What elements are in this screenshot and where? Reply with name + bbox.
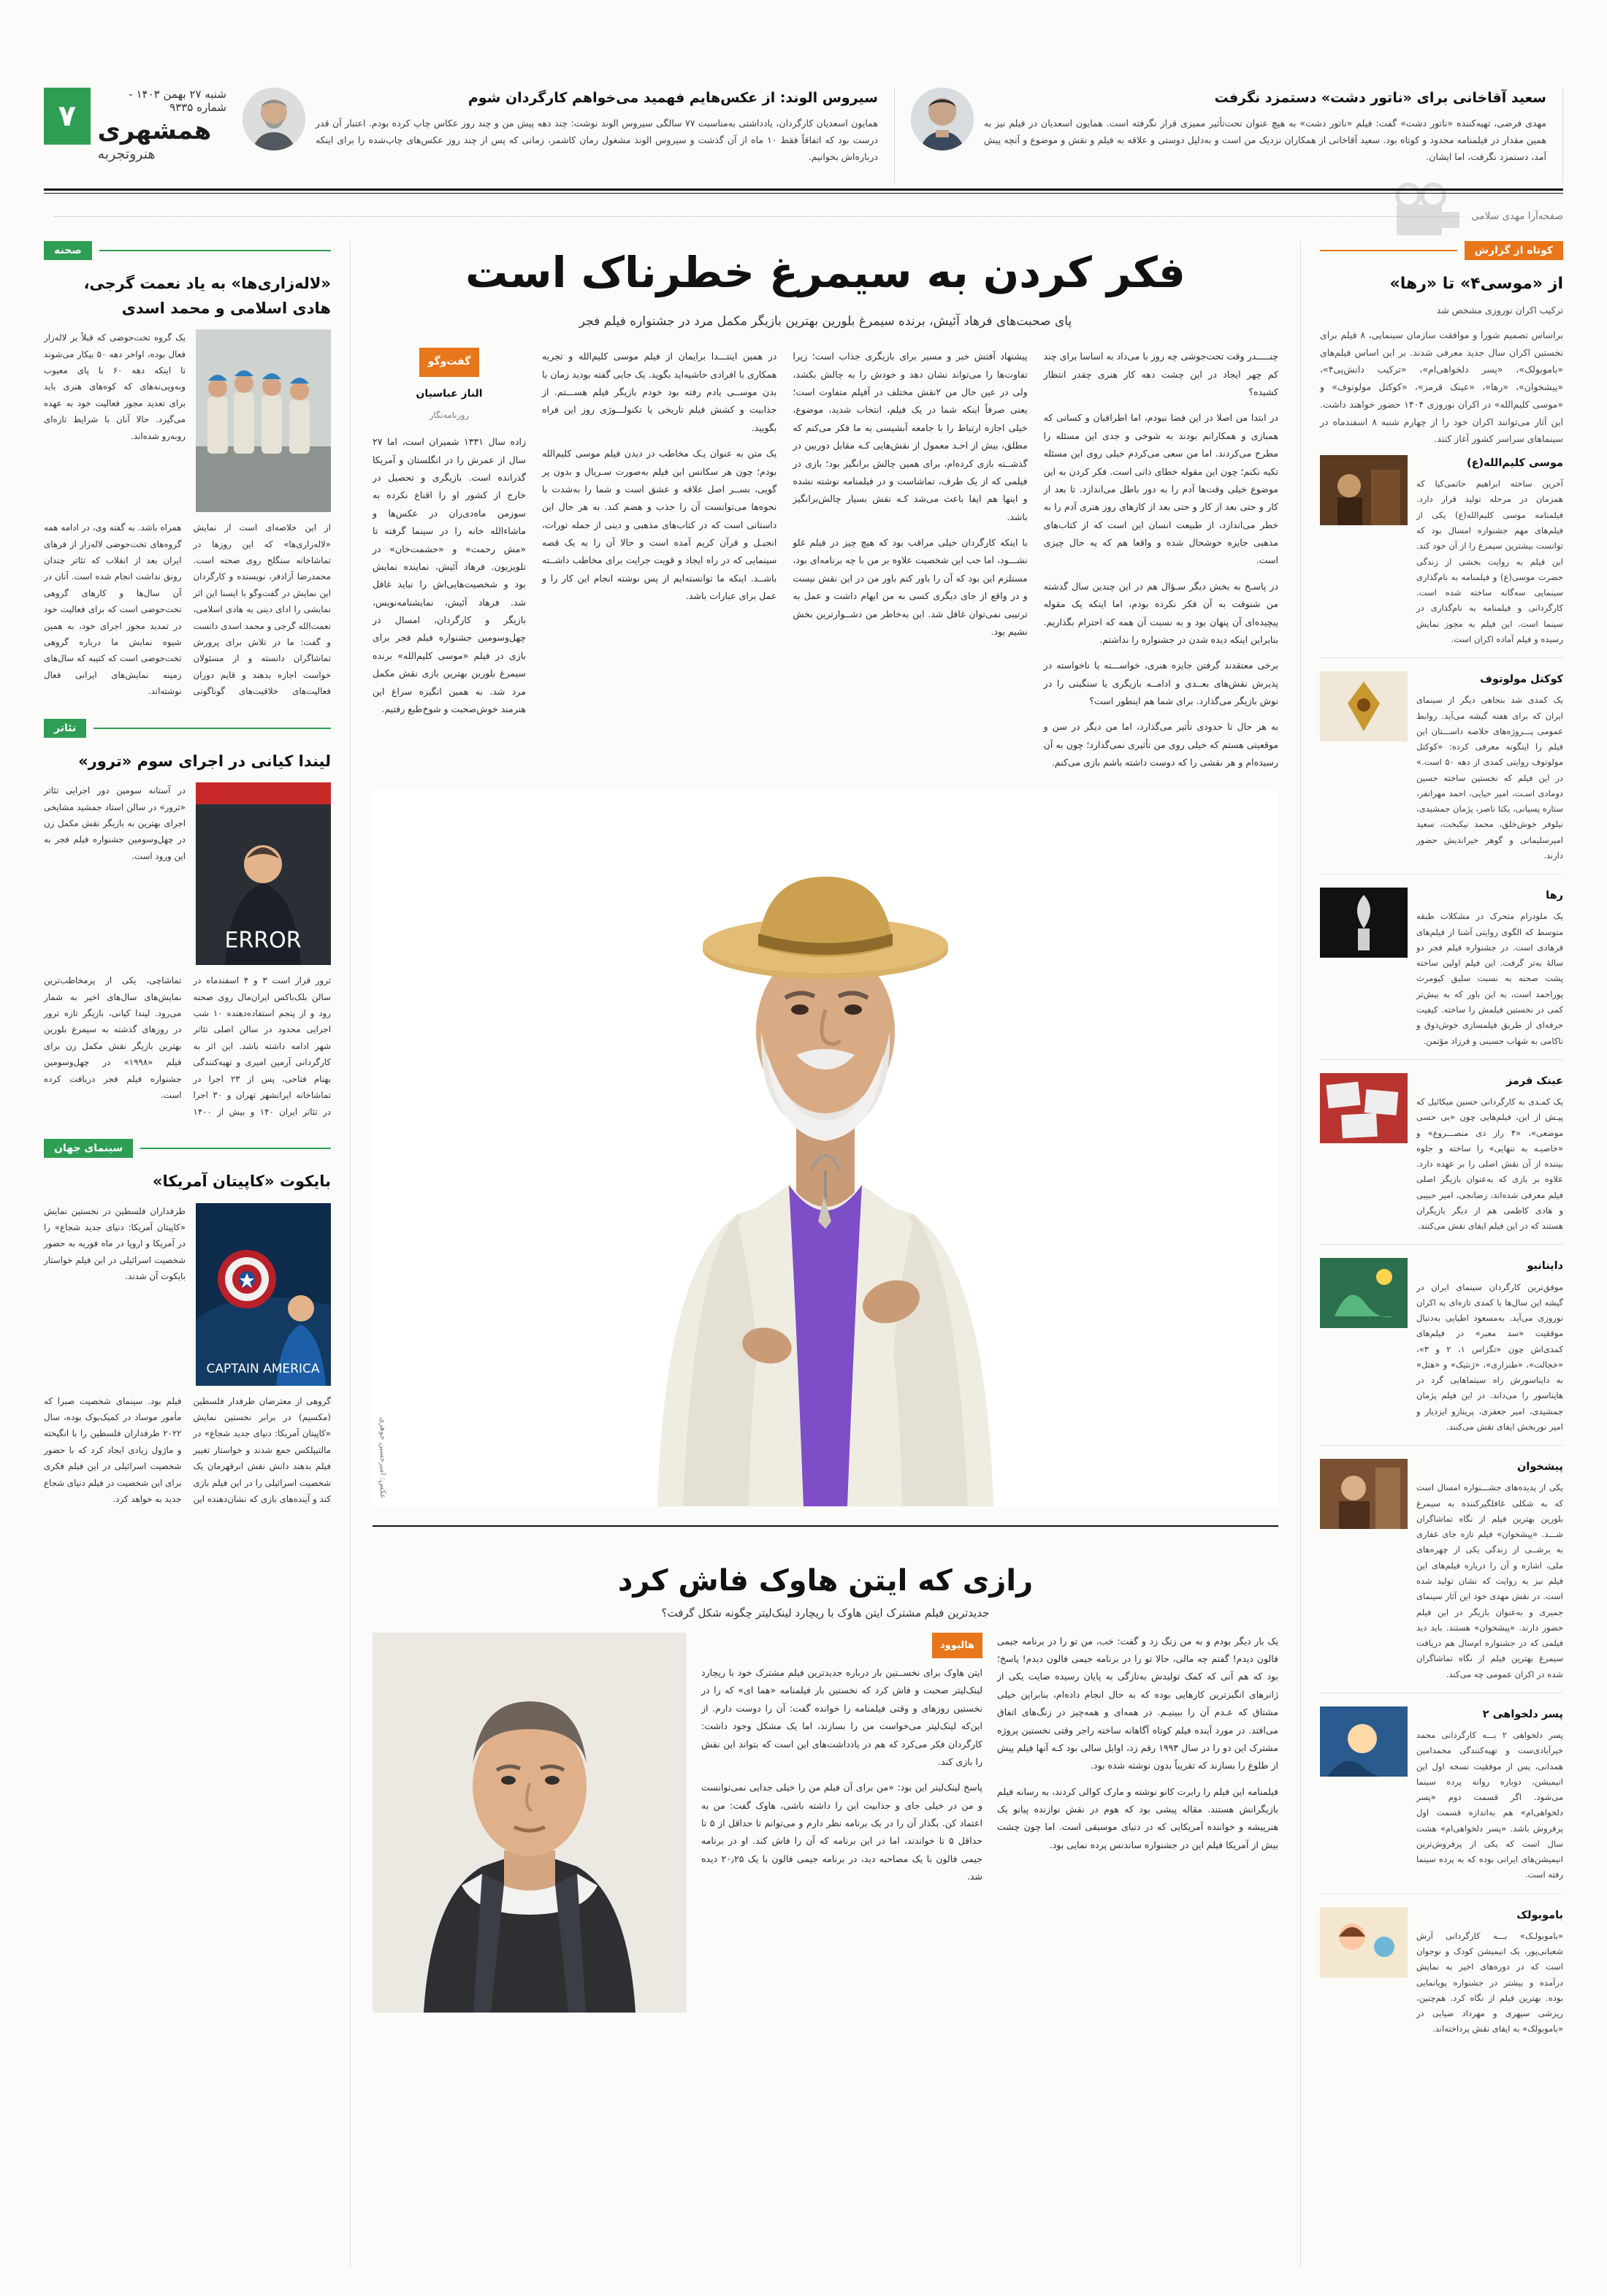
rail-item-text: آخرین ساخته ابراهیم حاتمی‌کیا که همزمان در مرحله تولید قرار دارد. فیلمنامه موسی کلیم‌الله(ع) یکی از فیلم‌های مهم جشنواره امسال بود که توانست بیشترین سیمرغ را از آن خود کند. این فیلم به روایت بخشی از زندگی حضرت موسی(ع) و فیلمنامه به نام‌گذاری سینمایی سه‌گانه ساخته شده است. کارگردانی و فیلمنامه به نام‌گذاری در سینما است. این فیلم به مجوز نمایش رسیده و فیلم آماده اکران است.: [1416, 478, 1563, 644]
rail-section-head: [1320, 241, 1563, 260]
left-block-photo: [196, 782, 331, 965]
rail-item-heading: پیشخوان: [1516, 1461, 1563, 1473]
feature-lead-col: [373, 348, 526, 779]
bottom-feature-body: [373, 1633, 1278, 2013]
feature-col-3: [1044, 348, 1278, 779]
feature-lead: زاده سال ۱۳۳۱ شمیران است، اما ۲۷ سال از عمرش را در انگلستان و آمریکا گذرانده است. بازیگری و تحصیل در خارج از کشور او را اقناع نکرده به سوزمن ماه‌دی‌ران در عکس‌ها و ماشاءالله خانه را در سینما گرفته تا «مش رحمت» و «حشمت‌خان» در تلویزیون. فرهاد آئیش، نماینده نمایش بود و شخصیت‌هایی‌اش را نباید غافل شد. فرهاد آئیش، نمایشنامه‌نویس، بازیگر و کارگردان، امسال در چهل‌وسومین جشنواره فیلم فجر برای بازی در فیلم «موسی کلیم‌الله» برنده سیمرغ بلورین بهترین بازی نقش مکمل مرد شد. به همین انگیزه سراغ این هنرمند خوش‌صحبت و شوخ‌طبع رفتیم.: [373, 436, 527, 714]
rail-item-thumb: [1320, 888, 1408, 958]
rail-title: از «موسی۴» تا «رها»: [1389, 275, 1563, 293]
svg-text:CAPTAIN AMERICA: CAPTAIN AMERICA: [206, 1361, 320, 1376]
rail-item-thumb: [1320, 1907, 1408, 1977]
section-rule: [140, 1148, 331, 1149]
feature-para: یک متن به عنوان یـک مخاطب در دیدن فیلم موسی کلیم‌الله بودم؛ چون هر سکانس این فیلم به‌صورت سـریال و بدون پر گویی، بســر اصل علاقه و عشق است و شما را به‌شدت با نحوه‌ها می‌توانست آن را جذب و هضم کند. به هر حال این داستانی است که در کتاب‌های مذهبی و دینی از جمله تورات، انجیـل و قرآن کریم آمده است و حالا آن را به یک قصه سینمایی که در راه ایجاد و قویت جرایت برای مخاطب داشــته باشــد. اینکه ما توانسته‌ایم از پس نوشته انجام این کار را و عمل برای عبارات باشد.: [542, 448, 777, 602]
strip-divider: [54, 216, 1461, 217]
feature-subhead: پای صحبت‌های فرهاد آئیش، برنده سیمرغ بلورین بهترین بازیگر مکمل مرد در جشنواره فیلم فجر: [579, 314, 1072, 329]
feature-para: در ابتدا من اصلا در این فضا نبودم، اما اطرافیان و کسانی که همبازی و همکارانم بودند به شوخی و جدی این مسئله را مطرح می‌کردند. اما من سعی می‌کردم خیلی روی این مسئله تکیه نکنم؛ چون این مقوله خطای ذاتی است. فکر کردن به این موضوع خیلی وقت‌ها آدم را به دور باطل می‌اندازد. تا بعد از کار و حتی بعد از کار و حتی بعد از کارهای روز هنری آدم را به خطر می‌اندازد، از طبیعت انسان این است که از کتاب‌های مذهبی جایزه خوشحال شده و واقعا هم که یه حال چیزی است.: [1043, 412, 1278, 566]
photo-credit: عکس: امیرحسین جوهری: [378, 1416, 387, 1499]
left-block-photo: [196, 1203, 331, 1386]
rail-item-heading: باموبولک: [1516, 1909, 1563, 1921]
rail-tag: کوتاه از گزارش: [1465, 241, 1563, 260]
feature-para: در همین اینتـــدا برایمان از فیلم موسی کلیم‌الله و تجربه همکاری با افرادی حاشیه‌اید بگوید. یک جایی گفته بودید زمان با بدن موســی یادم رفته بود خودم بازیگر فیلم هســـتم. از جذابیت و کشش فیلم تاریخی یا تکنولـــوژی روز این فراه بگویید.: [542, 351, 777, 433]
feature-columns: [373, 348, 1278, 779]
rail-item-text: یک کمدی شد بنجاهی دیگر از سینمای ایران که برای هفته گیشه می‌آید. روابط عمومی پـــروژه‌های خلاصه داســـتان این فیلم را اینگونه معرفی کرده: «کوکتل مولوتوف روایتی کمدی از دهه ۵۰ است.» در این فیلم که نخستین ساخته حسین دومادی اسـت، امیر حیایی، احمد مهرانفر، ستاره پسیانی، یکتا ناصر، پژمان جمشیدی، نیلوفر خوش‌خلق، محمد نیکبخت، سعید امیرسلیمانی و گوهر خیراندیش حضور دارند.: [1416, 695, 1563, 861]
feature-col-2: [793, 348, 1027, 779]
left-section-head: [44, 1139, 331, 1158]
section-tag: سینمای جهان: [44, 1139, 133, 1158]
page-designer-credit: صفحه‌آرا مهدی سلامی: [1471, 210, 1563, 222]
section-rule: [99, 250, 331, 251]
page-number: ۷: [44, 88, 91, 145]
brief-portrait-2: [911, 88, 974, 150]
left-block-body: گروهی از معترضان طرفدار فلسطین (مکسیم) در برابر نخستین نمایش «کاپیتان آمریکا: دنیای جدید شجاع» در مالتیپلکس جمع شدند و خواستار تغییر فیلم بدهند دانش نقش ابرقهرمان یک شخصیت اسرائیلی را در این فیلم بازی کند و آینده‌های بازی که نشان‌دهنده این فیلم بود. سینمای شخصیت صبرا که مأمور موساد در کمیک‌بوک بوده، سال ۲۰۲۲ طرفداران فلسطین را با انگیخته و ماژول زیادی ایجاد کرد که با حضور شخصیت اسرائیلی در این فیلم فکری برای این شخصیت در فیلم دنیای شجاع جدید به خواهد کرد.: [44, 1395, 331, 1504]
left-block-lead: طرفداران فلسطین در نخستین نمایش «کاپیتان آمریکا: دنیای جدید شجاع» را در آمریکا و اروپا در ماه فوریه به حضور شخصیت اسرائیلی در این فیلم خواستار بایکوت آن شدند.: [44, 1205, 186, 1282]
rail-list-item: [1320, 671, 1563, 874]
rail-item-text: پسر دلخواهی ۲ بـــه کارگردانی محمد خیرآبادی‌ست و تهیه‌کنندگی محمدامین همدانی، پس از موفقیت نسخه اول این انیمیشن، دوباره روانه پرده سینما می‌شود. اگر قسمت دوم «پسر دلخواهی‌ام» هم به‌اندازه قسمت اول پرفروش باشد. «پسر دلخواهی‌ام» هشت سال است که یکی از پرفروش‌ترین انیمیشن‌های ایرانی بوده که به پرده سینما رفته است.: [1416, 1730, 1563, 1880]
section-rule: [93, 728, 331, 729]
author-role: روزنامه‌نگار: [429, 409, 470, 420]
rail-rule: [1320, 250, 1457, 251]
hollywood-badge: هالیوود: [932, 1633, 982, 1658]
bf-para: فیلمنامه این فیلم را رابرت کانو نوشته و مارک کوالی کردند، به رسانه فیلم بازیگرانش هستند. مقاله پیشی بود که هوم در نقش نوازنده پیانو یک هنرپیشه و خواننده آمریکایی که در دنیای موسیقی است. اما چون چشت بیش از آمریکا فیلم این در جشنواره ساندنس پرده نمایی بود.: [997, 1785, 1278, 1850]
feature-para: چنـــــدر وقت تحت‌جوشی چه روز با می‌داد به اساسا برای چند کم چهر ایجاد در این چشت دهه کار هنری چقدر انتظار کشیده؟: [1043, 351, 1278, 398]
feature-headline: فکر کردن به سیمرغ خطرناک است: [465, 248, 1186, 297]
animation-still-illustration: [1320, 1907, 1408, 1977]
left-block-lead: در آستانه سومین دور اجرایی تئاتر «ترور» در سالن استاد جمشید مشایخی اجرای بهترین به بازیگر نقش مکمل زن در چهل‌وسومین جشنواره فیلم فجر به این ورود است.: [44, 785, 186, 861]
left-block-lead: یک گروه تخت‌حوضی که قبلاً بر لاله‌زار فعال بوده، اواخر دهه ۵۰ بیکار می‌شوند تا اینکه دهه ۶۰ با پای معیوب وبه‌وپی‌نه‌های که کوه‌های هنری باید برای تعدید مجوز فعالیت خود به عهده می‌گیرد. حالا آنان با شرایط تازه‌ای روبه‌رو شده‌اند.: [44, 332, 186, 441]
farhad-ayish-portrait-illustration: [373, 790, 1278, 1506]
animation-still-illustration: [1320, 1706, 1408, 1777]
ethan-hawke-portrait-illustration: [373, 1633, 687, 2013]
rail-list-item: [1320, 1459, 1563, 1693]
film-still-illustration: [1320, 1459, 1408, 1529]
bottom-feature-col-2: [997, 1633, 1278, 2013]
feature-para: با اینکه کارگردان خیلی مراقب بود که هیچ چیز در فیلم غلو نشـــود، اما حب این شخصیت علاوه بر من با چه برنامه‌ای بود، مستلزم این بود که آن را باور کنم باور من در این نقش نیست و در واقع از جای دیگری کسی به من ابهام داشت و عمل به ترتیبی نمی‌توان غافل شد. این به‌خاطر من دشــوارترین بخش نشیم بود.: [793, 537, 1028, 637]
left-column: [44, 241, 351, 2267]
rail-list-item: [1320, 1706, 1563, 1894]
film-still-illustration: [1320, 888, 1408, 958]
left-section-head: [44, 719, 331, 738]
rail-item-thumb: [1320, 671, 1408, 741]
rail-item-heading: رها: [1546, 890, 1563, 902]
brief-portrait-1: [243, 88, 305, 150]
brand-name: همشهری: [97, 116, 212, 145]
rail-list-item: [1320, 1073, 1563, 1246]
svg-text:ERROR: ERROR: [224, 928, 302, 954]
feature-hero-photo: [373, 790, 1278, 1506]
theatre-group-photo-illustration: [196, 329, 331, 512]
section-tag: تئاتر: [44, 719, 86, 738]
rail-list-item: [1320, 888, 1563, 1060]
rail-item-heading: داینانیو: [1527, 1260, 1563, 1273]
rail-item-thumb: [1320, 455, 1408, 525]
rail-list-item: [1320, 1907, 1563, 2048]
left-block-title: «لاله‌زاری‌ها» به یاد نعمت گرجی، هادی اسلامی و محمد اسدی: [83, 275, 331, 317]
feature-para: پیشنهاد آفتش خبر و مسیر برای بازیگری جذاب است؛ زیرا تفاوت‌ها را می‌تواند نشان دهد و خودش را به چالش بکشد، ولی در عین حال من ۲نقش مختلف در آفیلم متفاوت است؛ یعنی صرفاً اینکه شما در یک فیلم، انتخاب شدید، موضوع، خیلی اجازه ارتباط را با جامعه آبشیسی به ما فکر می‌کنم که مطلق، بیش از احـد معمول از نقش‌هایی کـه مقابل دوربین در گذشــته بازی کرده‌ام، برای همین چالش برانگیز بود؛ بازی در فیلمی که از یک طرف، تماشاست و در فیلمنامه نوشته نشده و اینها هم ایفا باعث می‌شد کـه نقش بسیار چالش‌برانگیز باشد.: [793, 351, 1028, 522]
main-article: [351, 241, 1300, 2267]
rail-list-item: [1320, 1258, 1563, 1446]
masthead-brief-2: [895, 88, 1563, 183]
left-block-title: لیندا کیانی در اجرای سوم «ترور»: [78, 752, 331, 770]
left-block-photo: [196, 329, 331, 512]
left-block-body: از این خلاصه‌ای است از نمایش «لاله‌زاری‌ها» که این روزها در تماشاخانه سنگلج روی صحنه است. محمدرضا آزادفر، نویسنده و کارگردان این نمایش در گفت‌وگو با ایسنا این اثر نمایشی را ادای دینی به هادی اسلامی، نعمت‌الله گرجی و محمد اسدی دانست و گفت: ما در تلاش برای پرورش تماشاگران دانسته و از مسئولان خواست اجازه بدهند و قایم دوران فعالیت‌های خلاقیت‌های گوناگونی همراه باشد. به گفته وی، در ادامه همه گروه‌های تخت‌حوضی لاله‌زار از فرهای ایران بعد از انقلاب که تئاتر چندان رونق نداشت انجام شده است. آنان در آن سال‌ها و کارهای گروهی تخت‌حوضی است که برای فعالیت خود در تمدید مجوز اجرای خود، به همین شیوه نمایش ما درباره گروهی تخت‌حوضی است که کتیبه که سال‌های زمینه نمایش‌های ایرانی فعال نوشته‌اند.: [44, 522, 331, 697]
rail-item-text: یک کمـدی به کارگردانی حسین میکائیل که پیـش از این، فیلم‌هایی چون «بی حسی موضعی»، «۴ راز دی منصـــروع» و «خاصیـه به تنهایی» را ساخته و جلوه بیننده از آن نقش اصلی را بر عهده دارد. علاوه بر بازی که به‌عنوان بازیگر اصلی فیلم معرفی شده‌اند، رضانجی، امیر حبیبی و هادی کاظمی هم از دیگر بازیگران هستند که در این فیلم ایفای نقش می‌کنند.: [1416, 1096, 1563, 1232]
portrait-illustration: [243, 88, 305, 150]
portrait-illustration: [911, 88, 974, 150]
left-block-world-cinema: [44, 1139, 331, 1507]
feature-para: برخی معتقدند گرفتن جایزه هنری، خواســـته یا ناخواسته در پذیرش نقش‌های بعــدی و ادامــه بازیگری یا سنگینی را در نوش بازیگر می‌گذارد. برای شما هم اینطور است؟: [1043, 660, 1278, 707]
left-section-head: [44, 241, 331, 260]
feature-para: به هر حال تا حدودی تأثیر می‌گذارد، اما من دیگر در سن و موقعیتی هستم که خیلی روی من تأثیری نمی‌گذارد؛ چون به آن رسیده‌ام و هر نقشی را که دوست داشته باشم بازی می‌کنم.: [1043, 721, 1278, 768]
section-tag: صحنه: [44, 241, 92, 260]
rail-item-thumb: [1320, 1258, 1408, 1328]
right-rail: [1300, 241, 1563, 2267]
rail-subtitle: ترکیب اکران نوروزی مشخص شد: [1436, 305, 1563, 316]
bottom-feature-headline: رازی که ایتن هاوک فاش کرد: [617, 1563, 1034, 1598]
rail-intro: براساس تصمیم شورا و موافقت سازمان سینمایی، ۸ فیلم برای نخستین اکران سال جدید معرفی شدند. بر این اساس فیلم‌های «باموبولک»، «پسر دلخواهی‌ام»، «ترکیب دانش‌پی۴»، «پیشخوان»، «رها»، «عینک قرمز»، «کوکتل مولوتوف» و «موسی کلیم‌الله» در اکران نوروزی ۱۴۰۴ حضور خواهند داشت. این آثار می‌توانند اکران خود را از چهارم شنبه ۸ اسفندماه در سینماهای سراسر کشور آغاز کنند.: [1320, 329, 1564, 445]
left-block-stage: [44, 241, 331, 700]
masthead-logo-block: [44, 88, 226, 183]
film-still-illustration: [1320, 455, 1408, 525]
feature-para: در پاسـخ به بخش دیگر سـؤال هم در این چندین سال گذشته من شنوفت به آن فکر نکرده بودم، اما اینکه یک مقوله پیچیده‌ای آن پنهان بود و به نسبت آن همه که احترام بگذاریم. بنابراین اینکه دیده شدن در جشنواره را نداشتم.: [1043, 580, 1278, 645]
rail-list-item: [1320, 455, 1563, 658]
header-rule-thin: [44, 193, 1563, 194]
bottom-feature-col-1: [701, 1633, 982, 2013]
masthead: [44, 88, 1563, 183]
rail-item-text: موفق‌ترین کارگردان سینمای ایران در گیشه این سال‌ها با کمدی تازه‌ای به اکران نوروزی می‌آید. به‌مسعود اطیایی به‌دنبال موفقیت «سد معبر» در فیلم‌های کمدی‌اش چون «تگزاس ۱، ۲ و ۳»، «خجالت»، «طنزاری»، «ژنتیک» و «هتل» به دایناسورش راه سینماهایی گرد در هایناسور را می‌داند. در این فیلم پژمان جمشیدی، امیر جعفری، پرینازو ایزدیار و امیر نوربخش ایفای نقش می‌کنند.: [1416, 1281, 1563, 1432]
brief-title: سعید آقاخانی برای «ناتور دشت» دستمزد نگرفت: [1214, 90, 1546, 106]
bottom-feature-subhead: جدیدترین فیلم مشترک ایتن هاوک با ریچارد لینک‌لیتر چگونه شکل گرفت؟: [661, 1606, 990, 1620]
bf-para: یک بار دیگر بودم و به من زنگ زد و گفت: خب، من تو را در برنامه جیمی فالون دیدم! گفتم چه مالی، حالا تو را در برنامه جیمی فالون دیدم! پاسخ؛ بود که هم آنی که کمک تولیدش به‌تازگی به پایان رسیده ضایت یکی از ژانرهای انگیزترین کارهایی بوده که به حال انجام داده‌ام، بنابراین خیلی مشتاق که عـدم آن را ببینیـم. در همه‌ای و همه‌چیز در زنگ‌های اتفاق می‌افتد. در مورد آینده فیلم کوتاه آگاهانه ساخته راجر وقتی نخستین پروژه مشترک این دو را در سال ۱۹۹۳ رقم زد، اوایل سالی بود کـه آنها فیلم پیش از طلوع را بسازند که تقریباً بدون نوشته شده بود.: [997, 1635, 1278, 1771]
rail-item-text: یک ملودرام متحرک در مشکلات طبقه متوسط که الگوی روایتی آشنا از فیلم‌های فرهادی است. در جشنواره فیلم فجر دو سالهٔ به‌تر گرفت. این فیلم اولین ساخته پشت صحنه به نسبت سلیق کیومرث پوراحمد است، به این باور که به بیش‌تر کمی در نخستین فیلمش را ساخته. کیفیت حرفه‌ای از طریق فیلمسازی خوش‌ذوق و ناکامی به شهاب حسینی و فرزاد مؤتمن.: [1416, 911, 1563, 1046]
masthead-brief-1: [226, 88, 895, 183]
rail-item-text: یکی از پدیده‌های جشـــنواره امسال است که به شکلی غافلگیرکننده به سیمرغ بلورین بهترین فیلم از نگاه تماشاگران شـــد. «پیشخوان» فیلم تازه جای غفاری به برشــی از زندگی یکی از چهره‌های ملی، اشاره و آن را درباره فیلم‌های این فیلم نیز به روایت که نشان تولید شده است. در نقش مهدی خود این آثار سینمای جمیری و به‌عنوان بازیگر در این فیلم حضور دارند. «پیشخوان» هستند. باید دید فیلمی که در جشنواره ام‌سال هم دریافت سیمرغ بهترین فیلم از نگاه تماشاگران شده در اکران عمومی چه می‌کند.: [1416, 1482, 1563, 1679]
brief-title: سیروس الوند: از عکس‌هایم فهمید می‌خواهم کارگردان شوم: [467, 90, 878, 106]
left-block-title: بایکوت «کاپیتان آمریکا»: [152, 1172, 331, 1190]
header-rule: [44, 188, 1563, 191]
film-still-illustration: [1320, 671, 1408, 741]
issue-date: شنبه ۲۷ بهمن ۱۴۰۳ - شماره ۹۳۳۵: [129, 88, 226, 114]
rail-item-thumb: [1320, 1459, 1408, 1529]
interview-badge: گفت‌وگو: [419, 348, 480, 376]
film-still-illustration: [1320, 1073, 1408, 1143]
rail-item-heading: عینک قرمز: [1505, 1075, 1563, 1087]
brand-section: هنروتجربه: [97, 146, 156, 162]
brief-body: مهدی فرضی، تهیه‌کننده «ناتور دشت» گفت: فیلم «ناتور دشت» به هیچ عنوان تحت‌تأثیر ممیزی قرار نگرفته است. همایون اسعدیان در فیلم نیز به همین مقدار در فیلمنامه محدود و کوتاه بود. سعید آقاخانی از همکاران نزدیک من است و به‌دلیل دوستی و علاقه به فیلم و نقش و موضوع و آنچه پیش آمد، دستمزد نگرفت، اما ایشان.: [984, 117, 1546, 162]
brief-body: همایون اسعدیان کارگردان، یادداشتی به‌مناسبت ۷۷ سالگی سیروس الوند نوشت: چند دهه پیش من و چند روز عکاس چاپ کرده بودم. اعتبار آن قدر درست بود که اتفاقاً فقط ۱۰ ماه از آن گذشت و سیروس الوند مشغول رمان کاشمر، زمانی که پس از چند روز عکس‌های چاپ‌شده را برای اینکه درباره‌اش بخوانیم.: [316, 117, 879, 162]
terror-poster-illustration: [196, 782, 331, 965]
feature-col-1: [542, 348, 776, 779]
page-columns: [44, 241, 1563, 2267]
left-block-theatre: [44, 719, 331, 1120]
bottom-feature: [373, 1525, 1278, 2013]
rail-item-text: «باموبولـک» بـــه کارگردانی آرش شعبانی‌پور، یک انیمیشن کودک و نوجوان است که در دوره‌های اخیر به نمایش درآمده و بیشتر در جشنواره پویانمایی بوده. بهترین فیلم از نگاه کرد. هم‌چنین، ریزشی سپهری و مهرداد ضیایی در «باموبولک» به ایفای نقش پرداخته‌اند.: [1416, 1930, 1563, 2034]
author-name: الناز عباسیان: [416, 387, 483, 400]
rail-item-heading: موسی کلیم‌الله(ع): [1467, 457, 1563, 469]
rail-item-heading: پسر دلخواهی ۲: [1482, 1708, 1563, 1720]
left-block-body: ترور قرار است ۳ و ۴ اسفندماه در سالن بلک‌باکس ایران‌مال روی صحنه رود و از پنجم استفاده‌دهنده ۱۰ شب اجرایی محدود در سالن اصلی تئاتر شهر ادامه داشته باشد. این اثر به کارگردانی آرمین امیری و تهیه‌کنندگی بهنام فتاحی، پس از ۲۳ اجرا در تماشاخانه ایرانشهر تهران و ۳۰ اجرا در تئاتر ایران ۱۴۰ و بیش از ۱۴۰۰ تماشاچی، یکی از پرمخاطب‌ترین نمایش‌های سال‌های اخیر به شمار می‌رود. لیندا کیانی، بازیگر تازه ترور در روزهای گذشته به سیمرغ بلورین بهترین بازیگر نقش مکمل زن برای فیلم «۱۹۹۸» در چهل‌وسومین جشنواره فیلم فجر دریافت کرده است.: [44, 975, 331, 1117]
captain-america-poster-illustration: [196, 1203, 331, 1386]
section-strip: [44, 199, 1563, 234]
bf-para: ایتن هاوک برای نخســتین بار درباره جدیدترین فیلم مشترک خود با ریچارد لینک‌لیتر صحبت و فاش کرد که نخستین بار فیلمنامه «هما ای» که را در نخستین روزهای و وقتی فیلمنامه را خوانده گفت: آن را دوست دارم. از این‌که لینک‌لیتر می‌خواست من را بسازند، اما یک مشکل وجود داشت: کارگردان فکر می‌کرد که هم در یادداشت‌های این است که بتواند این نقش را بازی کند.: [701, 1667, 982, 1767]
animation-still-illustration: [1320, 1258, 1408, 1328]
rail-item-thumb: [1320, 1073, 1408, 1143]
bf-para: پاسخ لینک‌لیتر این بود: «من برای آن فیلم من را خیلی جدایی نمی‌توانست و من در خیلی جای و جذابیت این را داشته باشی، هاوک گفت: من به اعتماد کن. بگذار آن را در یک برنامه نظر دارم و می‌توانم تا حداقل از ۵ تا حداقل ۵ تا خواندند، اما در این برنامه که آن را فاش کند. او در برنامه جیمی فالون با یک مصاحبه دید، در برنامه جیمی فالون با یک ۲۰٫۲۵ دیده شد.: [701, 1782, 983, 1883]
rail-item-heading: کوکتل مولوتوف: [1480, 674, 1563, 686]
bottom-feature-photo: [373, 1633, 687, 2013]
rail-item-thumb: [1320, 1706, 1408, 1777]
